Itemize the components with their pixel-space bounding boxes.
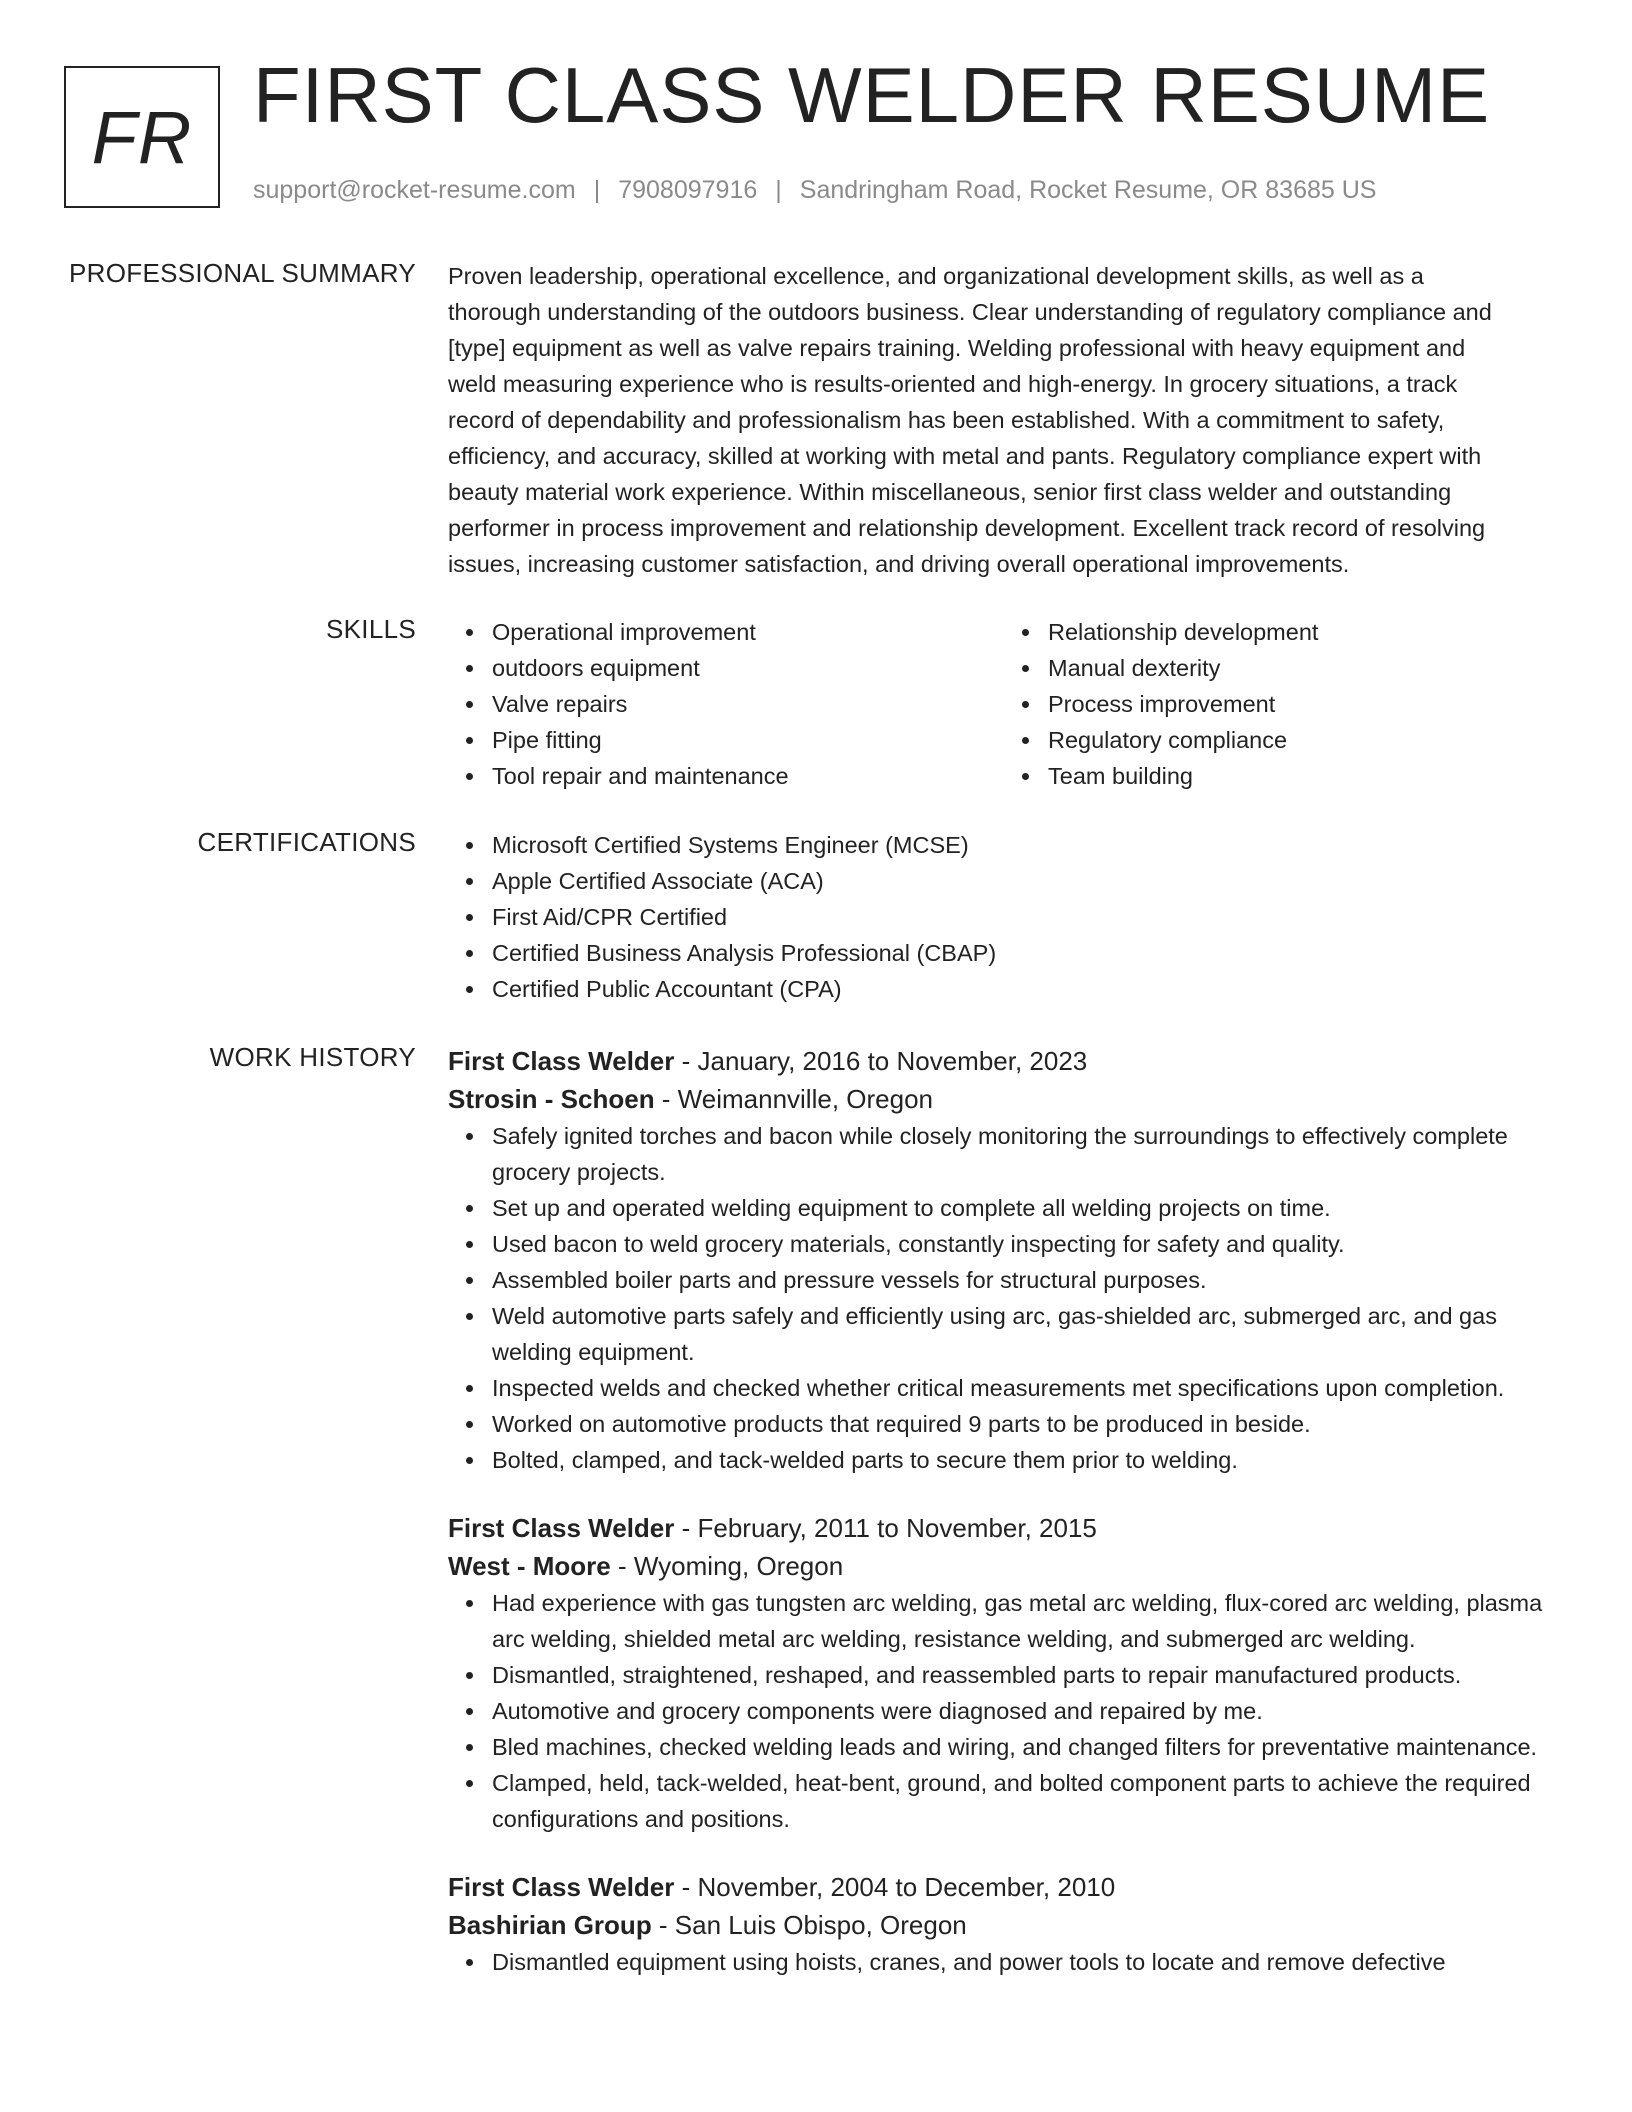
- contact-address: Sandringham Road, Rocket Resume, OR 83685 US: [799, 176, 1377, 204]
- section-title-certifications: CERTIFICATIONS: [197, 827, 416, 857]
- job-duty: Automotive and grocery components were diagnosed and repaired by me.: [492, 1693, 1560, 1729]
- skill-item: Team building: [1048, 758, 1560, 794]
- summary-line: weld measuring experience who is results-oriented and high-energy. In grocery situations, a track: [448, 371, 1458, 397]
- job-entry: [448, 1042, 1560, 1478]
- job-role: First Class Welder: [448, 1872, 675, 1902]
- section-title-skills: SKILLS: [326, 614, 416, 644]
- skill-item: Tool repair and maintenance: [492, 758, 1004, 794]
- job-title-line: [448, 1042, 1560, 1080]
- job-duty: Weld automotive parts safely and efficiently using arc, gas-shielded arc, submerged arc, and gas welding equipment.: [492, 1298, 1560, 1370]
- job-duty: Bolted, clamped, and tack-welded parts to secure them prior to welding.: [492, 1442, 1560, 1478]
- certification-item: Certified Business Analysis Professional (CBAP): [492, 935, 1560, 971]
- skills-column-right: [1004, 614, 1560, 794]
- summary-line: efficiency, and accuracy, skilled at working with metal and pants. Regulatory compliance expert with: [448, 443, 1482, 469]
- certification-item: First Aid/CPR Certified: [492, 899, 1560, 935]
- skill-item: Process improvement: [1048, 686, 1560, 722]
- job-company: Strosin - Schoen: [448, 1084, 655, 1114]
- contact-email: support@rocket-resume.com: [253, 176, 576, 204]
- summary-line: issues, increasing customer satisfaction, and driving overall operational improvements.: [448, 551, 1350, 577]
- certifications-body: [448, 827, 1560, 1007]
- job-role: First Class Welder: [448, 1046, 675, 1076]
- resume-title: FIRST CLASS WELDER RESUME: [253, 51, 1491, 139]
- summary-body: [448, 258, 1560, 582]
- certification-item: Certified Public Accountant (CPA): [492, 971, 1560, 1007]
- skill-item: Relationship development: [1048, 614, 1560, 650]
- job-duties: [448, 1944, 1560, 1980]
- skill-item: Manual dexterity: [1048, 650, 1560, 686]
- skills-column-left: [448, 614, 1004, 794]
- contact-phone: 7908097916: [618, 176, 758, 204]
- job-duties: [448, 1585, 1560, 1837]
- job-location: - Weimannville, Oregon: [654, 1084, 933, 1114]
- contact-line: [253, 176, 1376, 205]
- job-company-line: [448, 1906, 1560, 1944]
- certification-item: Apple Certified Associate (ACA): [492, 863, 1560, 899]
- job-location: - San Luis Obispo, Oregon: [651, 1910, 967, 1940]
- job-role: First Class Welder: [448, 1513, 675, 1543]
- job-dates: - November, 2004 to December, 2010: [674, 1872, 1116, 1902]
- skills-body: [448, 614, 1560, 794]
- contact-separator: |: [593, 176, 601, 204]
- job-duty: Dismantled equipment using hoists, cranes, and power tools to locate and remove defective: [492, 1944, 1560, 1980]
- job-title-line: [448, 1868, 1560, 1906]
- skill-item: Valve repairs: [492, 686, 1004, 722]
- job-duty: Worked on automotive products that required 9 parts to be produced in beside.: [492, 1406, 1560, 1442]
- job-duty: Set up and operated welding equipment to complete all welding projects on time.: [492, 1190, 1560, 1226]
- summary-line: performer in process improvement and relationship development. Excellent track record of resolving: [448, 515, 1486, 541]
- job-duty: Clamped, held, tack-welded, heat-bent, ground, and bolted component parts to achieve the required configurations and positions.: [492, 1765, 1560, 1837]
- job-dates: - January, 2016 to November, 2023: [674, 1046, 1088, 1076]
- summary-line: [type] equipment as well as valve repairs training. Welding professional with heavy equipment and: [448, 335, 1466, 361]
- work-history-body: [448, 1042, 1560, 1980]
- job-company: West - Moore: [448, 1551, 611, 1581]
- job-duty: Had experience with gas tungsten arc welding, gas metal arc welding, flux-cored arc welding, plasma arc welding, shielded metal arc welding, resistance welding, and submerged arc welding.: [492, 1585, 1560, 1657]
- monogram-badge: FR: [64, 66, 220, 208]
- summary-line: record of dependability and professionalism has been established. With a commitment to safety,: [448, 407, 1445, 433]
- job-entry: [448, 1868, 1560, 1980]
- job-company: Bashirian Group: [448, 1910, 652, 1940]
- job-dates: - February, 2011 to November, 2015: [674, 1513, 1097, 1543]
- summary-line: Proven leadership, operational excellence, and organizational development skills, as well as a: [448, 263, 1424, 289]
- contact-separator: |: [775, 176, 782, 204]
- summary-line: thorough understanding of the outdoors business. Clear understanding of regulatory compliance and: [448, 299, 1492, 325]
- job-title-line: [448, 1509, 1560, 1547]
- certifications-list: [448, 827, 1560, 1007]
- job-duty: Bled machines, checked welding leads and wiring, and changed filters for preventative maintenance.: [492, 1729, 1560, 1765]
- job-duties: [448, 1118, 1560, 1478]
- section-title-summary: PROFESSIONAL SUMMARY: [69, 258, 416, 288]
- job-location: - Wyoming, Oregon: [610, 1551, 844, 1581]
- job-company-line: [448, 1080, 1560, 1118]
- summary-line: beauty material work experience. Within miscellaneous, senior first class welder and outstanding: [448, 479, 1452, 505]
- skill-item: Operational improvement: [492, 614, 1004, 650]
- skill-item: Regulatory compliance: [1048, 722, 1560, 758]
- section-title-work-history: WORK HISTORY: [209, 1042, 416, 1072]
- job-duty: Used bacon to weld grocery materials, constantly inspecting for safety and quality.: [492, 1226, 1560, 1262]
- job-duty: Assembled boiler parts and pressure vessels for structural purposes.: [492, 1262, 1560, 1298]
- skill-item: Pipe fitting: [492, 722, 1004, 758]
- job-duty: Safely ignited torches and bacon while closely monitoring the surroundings to effectively complete grocery projects.: [492, 1118, 1560, 1190]
- job-duty: Inspected welds and checked whether critical measurements met specifications upon completion.: [492, 1370, 1560, 1406]
- job-duty: Dismantled, straightened, reshaped, and reassembled parts to repair manufactured products.: [492, 1657, 1560, 1693]
- skills-grid: [448, 614, 1560, 794]
- certification-item: Microsoft Certified Systems Engineer (MCSE): [492, 827, 1560, 863]
- job-entry: [448, 1509, 1560, 1837]
- skill-item: outdoors equipment: [492, 650, 1004, 686]
- job-company-line: [448, 1547, 1560, 1585]
